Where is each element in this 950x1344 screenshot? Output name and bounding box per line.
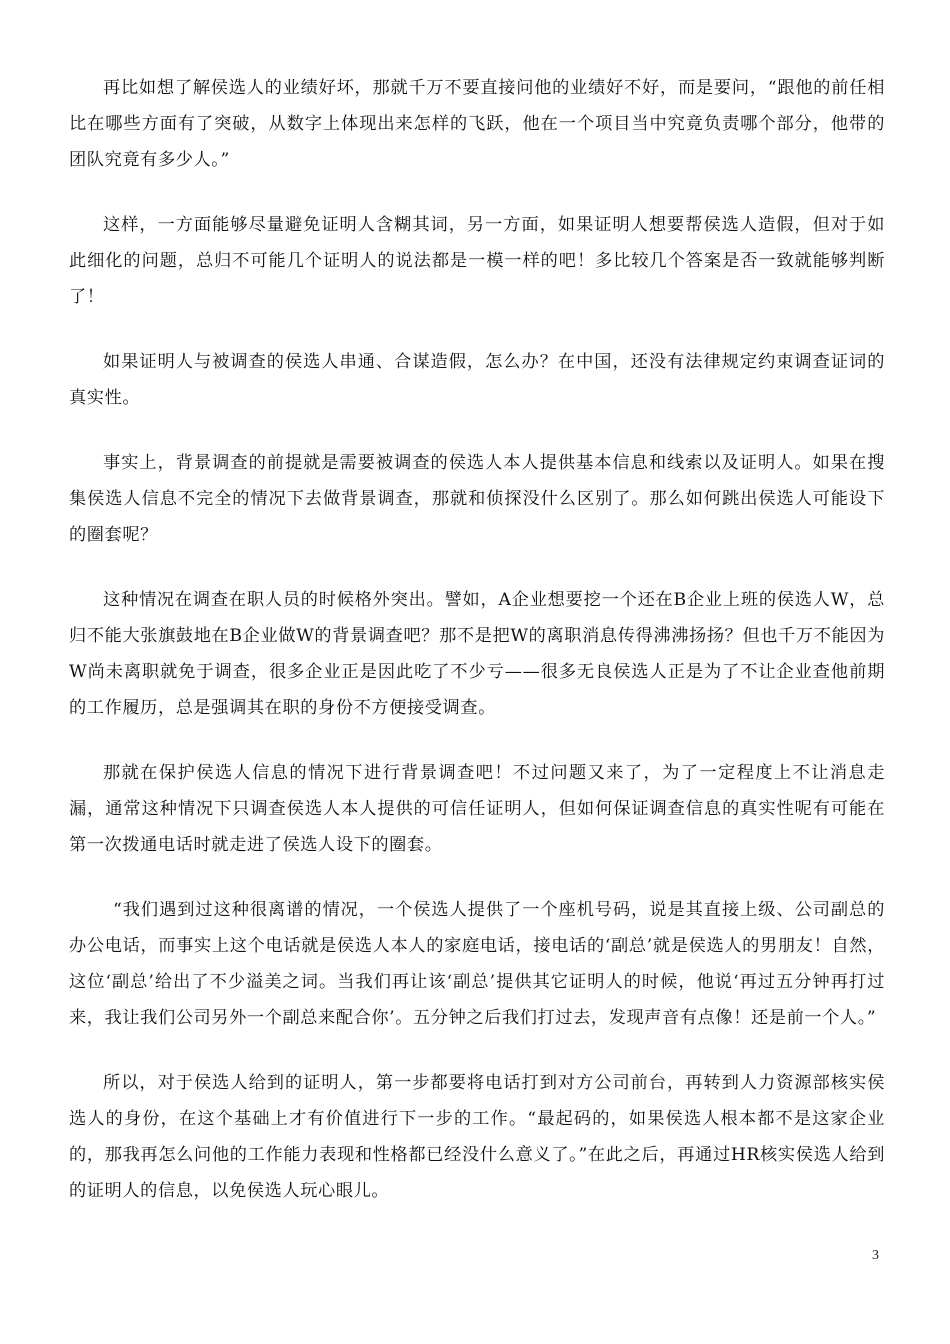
paragraph-detailed-questions: 这样，一方面能够尽量避免证明人含糊其词，另一方面，如果证明人想要帮侯选人造假，但对于如此细化的问题，总归不可能几个证明人的说法都是一模一样的吧！多比较几个答案是否一致就能够判断了！: [69, 215, 885, 307]
page-number: 3: [872, 1248, 879, 1263]
paragraph-performance-question: 再比如想了解侯选人的业绩好坏，那就千万不要直接问他的业绩好不好，而是要问，“跟他的前任相比在哪些方面有了突破，从数字上体现出来怎样的飞跃，他在一个项目当中究竟负责哪个部分，他带的团队究竟有多少人。”: [69, 78, 885, 170]
paragraph-protect-info: 那就在保护侯选人信息的情况下进行背景调查吧！不过问题又来了，为了一定程度上不让消息走漏，通常这种情况下只调查侯选人本人提供的可信任证明人，但如何保证调查信息的真实性呢有可能在第一次拨通电话时就走进了侯选人设下的圈套。: [69, 763, 885, 855]
document-body: [69, 70, 885, 1238]
paragraph-collusion: 如果证明人与被调查的侯选人串通、合谋造假，怎么办？在中国，还没有法律规定约束调查证词的真实性。: [69, 352, 885, 408]
paragraph-case-quote: “我们遇到过这种很离谱的情况，一个侯选人提供了一个座机号码，说是其直接上级、公司副总的办公电话，而事实上这个电话就是侯选人本人的家庭电话，接电话的‘副总’就是侯选人的男朋友！自然，这位‘副总’给出了不少溢美之词。当我们再让该‘副总’提供其它证明人的时候，他说‘再过五分钟再打过来，我让我们公司另外一个副总来配合你’。五分钟之后我们打过去，发现声音有点像！还是前一个人。”: [69, 900, 885, 1028]
paragraph-verification-steps: 所以，对于侯选人给到的证明人，第一步都要将电话打到对方公司前台，再转到人力资源部核实侯选人的身份，在这个基础上才有价值进行下一步的工作。“最起码的，如果侯选人根本都不是这家企业的，那我再怎么问他的工作能力表现和性格都已经没什么意义了。”在此之后，再通过HR核实侯选人给到的证明人的信息，以免侯选人玩心眼儿。: [69, 1073, 885, 1201]
paragraph-premise: 事实上，背景调查的前提就是需要被调查的侯选人本人提供基本信息和线索以及证明人。如果在搜集侯选人信息不完全的情况下去做背景调查，那就和侦探没什么区别了。那么如何跳出侯选人可能设下的圈套呢？: [69, 453, 885, 545]
paragraph-employed-candidates: 这种情况在调查在职人员的时候格外突出。譬如，A企业想要挖一个还在B企业上班的侯选人W，总归不能大张旗鼓地在B企业做W的背景调查吧？那不是把W的离职消息传得沸沸扬扬？但也千万不能因为W尚未离职就免于调查，很多企业正是因此吃了不少亏——很多无良侯选人正是为了不让企业查他前期的工作履历，总是强调其在职的身份不方便接受调查。: [69, 590, 885, 718]
